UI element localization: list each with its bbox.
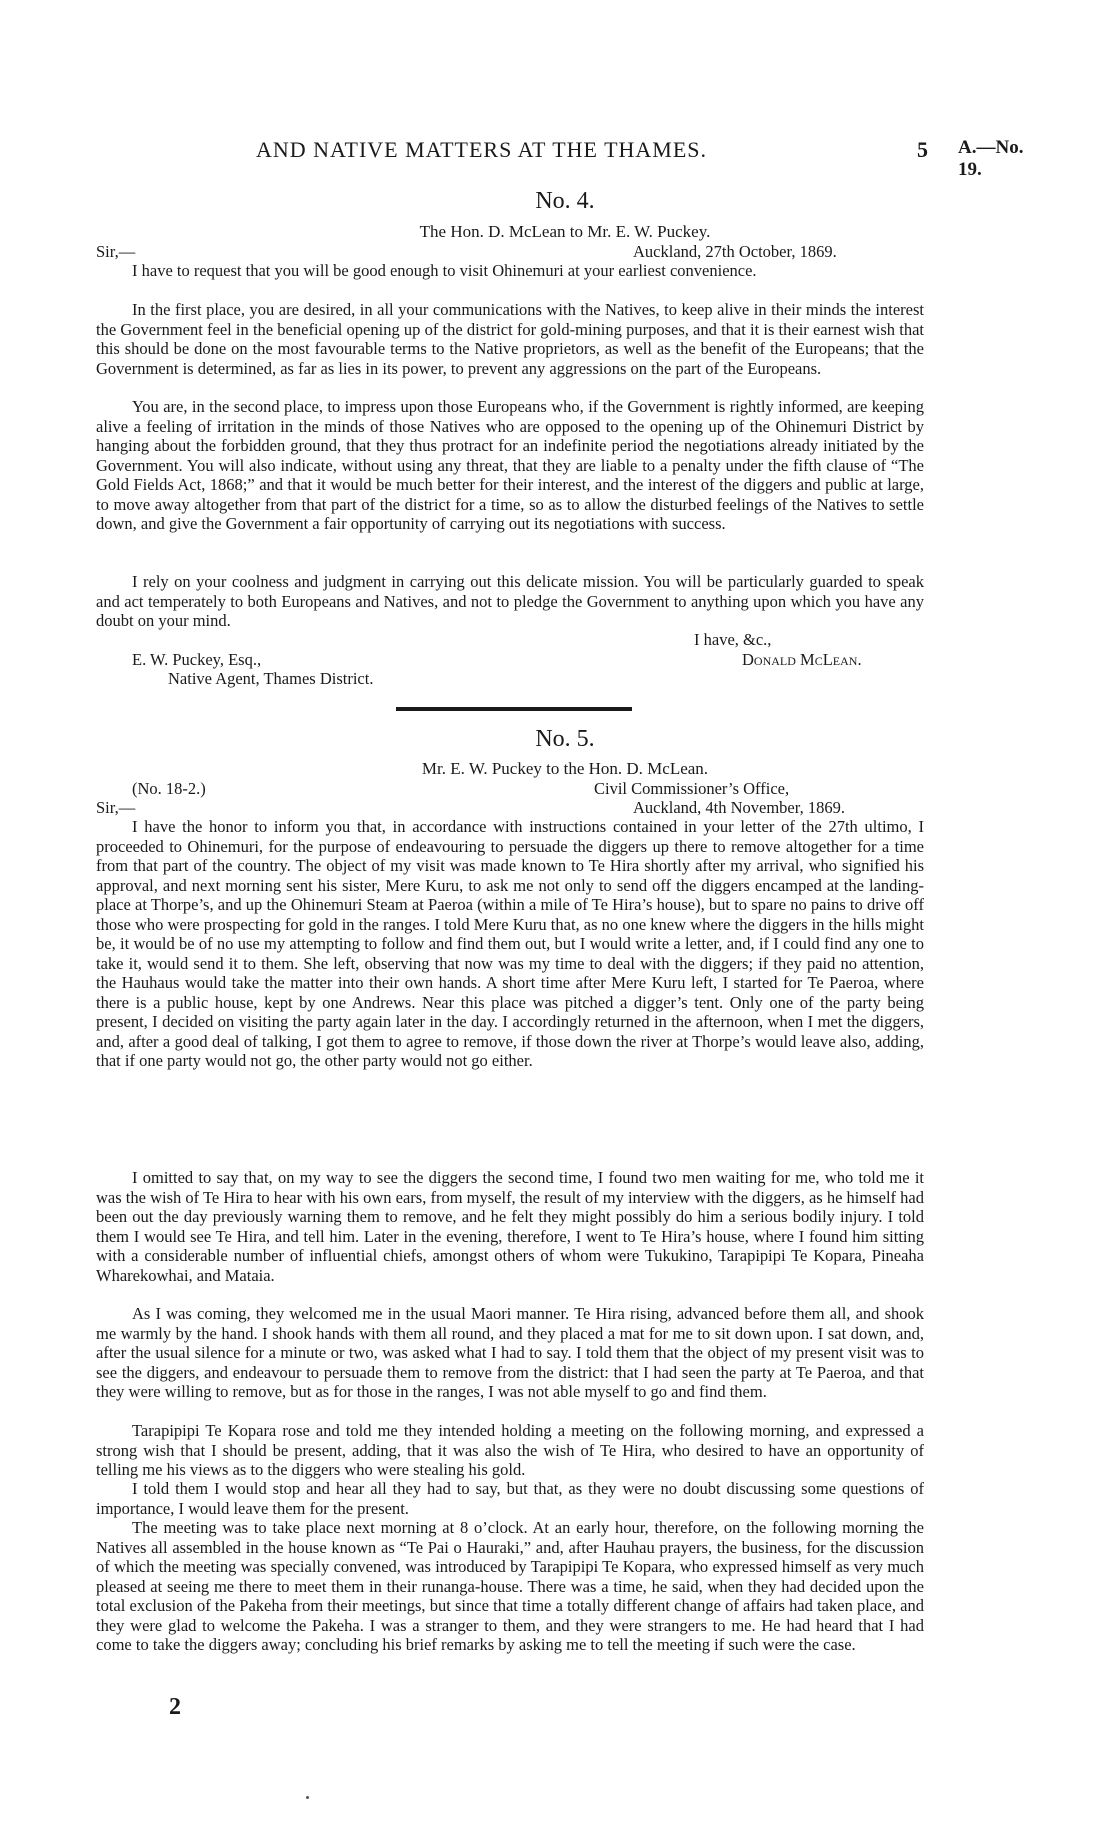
section-divider	[396, 707, 632, 711]
running-head-title: AND NATIVE MATTERS AT THE THAMES.	[256, 137, 708, 162]
letter-4-paragraph: In the first place, you are desired, in all your communications with the Natives, to keep alive in their minds the interest the Government feel in the beneficial opening up of the district for gold-mining purposes, and that it is their earnest wish that this should be done on the most favourable terms to the Native proprietors, as well as the benefit of the Europeans; that the Government is determined, as far as lies in its power, to prevent any aggressions on the part of the Europeans.	[96, 300, 924, 378]
letter-4-heading: The Hon. D. McLean to Mr. E. W. Puckey.	[419, 222, 711, 241]
letter-5-place-date: Auckland, 4th November, 1869.	[633, 798, 845, 817]
letter-5-paragraph: As I was coming, they welcomed me in the usual Maori manner. Te Hira rising, advanced before them all, and shook me warmly by the hand. I shook hands with them all round, and they placed a mat for me to sit down upon. I sat down, and, after the usual silence for a minute or two, was asked what I had to say. I told them that the object of my present visit was to see the diggers, and endeavour to persuade them to remove from the district: that I had seen the party at Te Paeroa, and that they were willing to remove, but as for those in the ranges, I was not able myself to go and find them.	[96, 1304, 924, 1401]
page-number: 5	[917, 137, 928, 162]
letter-5-paragraph: The meeting was to take place next morning at 8 o’clock. At an early hour, therefore, on the following morning the Natives all assembled in the house known as “Te Pai o Hauraki,” and, after Hauhau prayers, the business, for the discussion of which the meeting was specially convened, was introduced by Tarapipipi Te Kopara, who expressed himself as very much pleased at seeing me there to meet them in their runanga-house. There was a time, he said, when they had decided upon the total exclusion of the Pakeha from their meetings, but since that time a totally different change of affairs had taken place, and they were glad to welcome the Pakeha. I was a stranger to them, and they were strangers to me. He had heard that I had come to take the diggers away; concluding his brief remarks by asking me to tell the meeting if such were the case.	[96, 1518, 924, 1654]
signature-mark: 2	[169, 1694, 181, 1720]
letter-4-addressee-title: Native Agent, Thames District.	[168, 669, 374, 688]
document-reference: A.—No. 19.	[958, 137, 1024, 180]
letter-5-ref: (No. 18-2.)	[132, 779, 206, 798]
letter-5-salutation: Sir,—	[96, 798, 136, 817]
letter-4-salutation: Sir,—	[96, 242, 136, 261]
letter-4-signature: Donald McLean.	[742, 650, 862, 669]
letter-4-closing: I have, &c.,	[694, 630, 772, 649]
print-speck	[306, 1796, 309, 1799]
letter-5-number: No. 5.	[535, 726, 595, 752]
letter-4-paragraph: I rely on your coolness and judgment in carrying out this delicate mission. You will be particularly guarded to speak and act temperately to both Europeans and Natives, and not to pledge the Government to anything upon which you have any doubt on your mind.	[96, 572, 924, 630]
letter-4-addressee: E. W. Puckey, Esq.,	[132, 650, 262, 669]
letter-5-paragraph: I told them I would stop and hear all they had to say, but that, as they were no doubt discussing some questions of importance, I would leave them for the present.	[96, 1479, 924, 1518]
letter-5-office: Civil Commissioner’s Office,	[594, 779, 790, 798]
letter-4-number: No. 4.	[535, 188, 595, 214]
letter-4-paragraph: I have to request that you will be good enough to visit Ohinemuri at your earliest convenience.	[132, 261, 757, 280]
running-head	[96, 137, 1034, 180]
letter-5-paragraph: I omitted to say that, on my way to see the diggers the second time, I found two men waiting for me, who told me it was the wish of Te Hira to hear with his own ears, from myself, the result of my interview with the diggers, as he himself had been out the day previously warning them to remove, and he felt they might possibly do him a serious bodily injury. I told them I would see Te Hira, and tell him. Later in the evening, therefore, I went to Te Hira’s house, where I found him sitting with a considerable number of influential chiefs, amongst others of whom were Tukukino, Tarapipipi Te Kopara, Pineaha Wharekowhai, and Mataia.	[96, 1168, 924, 1285]
letter-5-paragraph: Tarapipipi Te Kopara rose and told me they intended holding a meeting on the following morning, and expressed a strong wish that I should be present, adding, that it was also the wish of Te Hira, who desired to have an opportunity of telling me his views as to the diggers who were stealing his gold.	[96, 1421, 924, 1479]
letter-4-paragraph: You are, in the second place, to impress upon those Europeans who, if the Government is rightly informed, are keeping alive a feeling of irritation in the minds of those Natives who are opposed to the opening up of the Ohinemuri District by hanging about the forbidden ground, that they thus protract for an indefinite period the negotiations already initiated by the Government. You will also indicate, without using any threat, that they are liable to a penalty under the fifth clause of “The Gold Fields Act, 1868;” and that it would be much better for their interest, and the interest of the diggers and public at large, to move away altogether from that part of the district for a time, so as to allow the disturbed feelings of the Natives to settle down, and give the Government a fair opportunity of carrying out its negotiations with success.	[96, 397, 924, 533]
letter-4-place-date: Auckland, 27th October, 1869.	[633, 242, 837, 261]
letter-5-paragraph: I have the honor to inform you that, in accordance with instructions contained in your letter of the 27th ultimo, I proceeded to Ohinemuri, for the purpose of endeavouring to persuade the diggers up there to remove altogether for a time from that part of the country. The object of my visit was made known to Te Hira shortly after my arrival, who signified his approval, and next morning sent his sister, Mere Kuru, to ask me not only to send off the diggers encamped at the landing-place at Thorpe’s, and up the Ohinemuri Steam at Paeroa (within a mile of Te Hira’s house), but to spare no pains to drive off those who were prospecting for gold in the ranges. I told Mere Kuru that, as no one knew where the diggers in the hills might be, it would be of no use my attempting to follow and find them out, but I would write a letter, and, if I could find any one to take it, would send it to them. She left, observing that now was my time to deal with the diggers; if they paid no attention, the Hauhaus would take the matter into their own hands. A short time after Mere Kuru left, I started for Te Paeroa, where there is a public house, kept by one Andrews. Near this place was pitched a digger’s tent. Only one of the party being present, I decided on visiting the party again later in the day. I accordingly returned in the afternoon, when I met the diggers, and, after a good deal of talking, I got them to agree to remove, if those down the river at Thorpe’s would leave also, adding, that if one party would not go, the other party would not go either.	[96, 817, 924, 1070]
letter-5-heading: Mr. E. W. Puckey to the Hon. D. McLean.	[421, 759, 709, 778]
